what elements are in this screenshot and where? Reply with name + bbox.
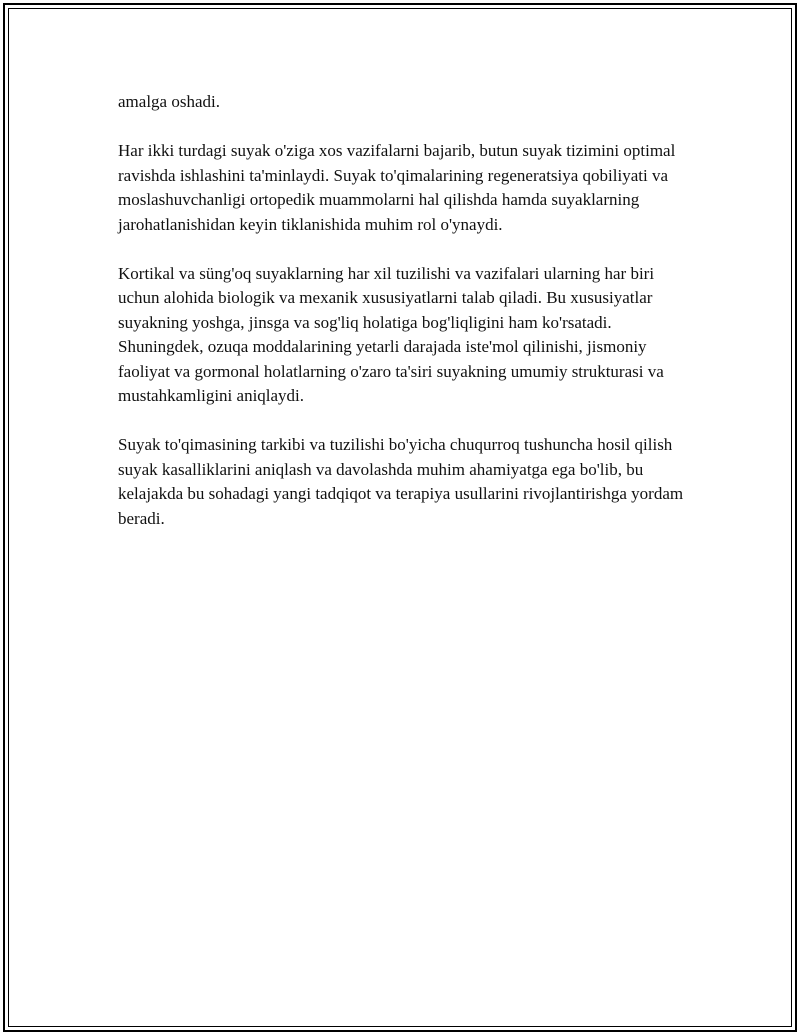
document-body [118,90,688,556]
paragraph-bone-structure: Kortikal va süng'oq suyaklarning har xil tuzilishi va vazifalari ularning har biri uchun alohida biologik va mexanik xususiyatlarni talab qiladi. Bu xususiyatlar suyakning yoshga, jinsga va sog'liq holatiga bog'liqligini ham ko'rsatadi. Shuningdek, ozuqa moddalarining yetarli darajada iste'mol qilinishi, jismoniy faoliyat va gormonal holatlarning o'zaro ta'siri suyakning umumiy strukturasi va mustahkamligini aniqlaydi. [118,263,664,405]
paragraph-conclusion: Suyak to'qimasining tarkibi va tuzilishi bo'yicha chuqurroq tushuncha hosil qilish suyak kasalliklarini aniqlash va davolashda muhim ahamiyatga ega bo'lib, bu kelajakda bu sohadagi yangi tadqiqot va terapiya usullarini rivojlantirishga yordam beradi. [118,435,684,528]
paragraph-continuation: amalga oshadi. [118,92,220,111]
paragraph-bone-function: Har ikki turdagi suyak o'ziga xos vazifalarni bajarib, butun suyak tizimini optimal ravishda ishlashini ta'minlaydi. Suyak to'qimalarining regeneratsiya qobiliyati va moslashuvchanligi ortopedik muammolarni hal qilishda hamda suyaklarning jarohatlanishidan keyin tiklanishida muhim rol o'ynaydi. [118,141,676,234]
